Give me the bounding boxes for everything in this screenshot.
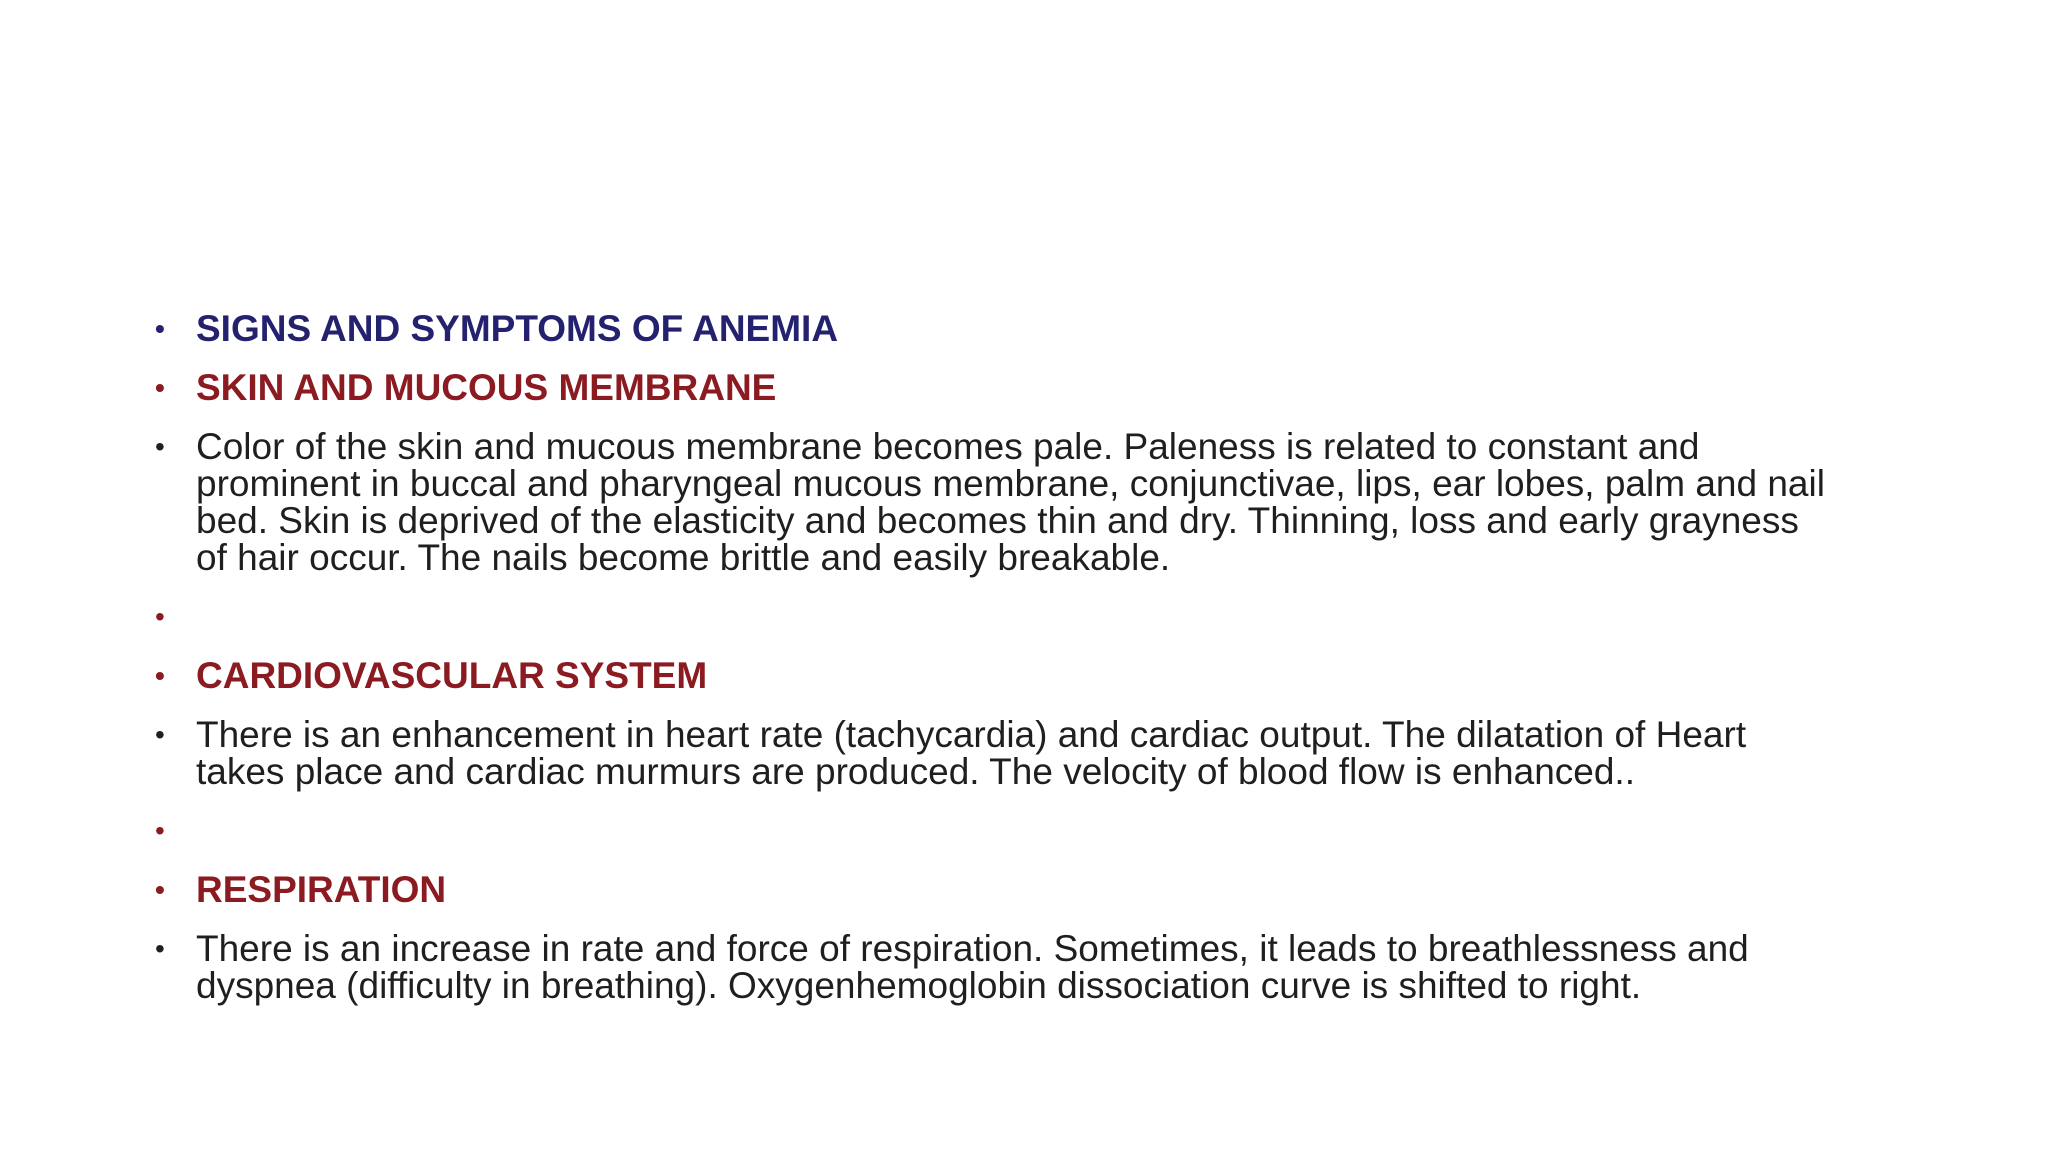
paragraph-line: Color of the skin and mucous membrane becomes pale. Paleness is related to constant and	[196, 426, 1700, 467]
paragraph-line: bed. Skin is deprived of the elasticity and becomes thin and dry. Thinning, loss and early grayness	[196, 500, 1799, 541]
paragraph-line: takes place and cardiac murmurs are produced. The velocity of blood flow is enhanced..	[196, 751, 1635, 792]
heading-text: SIGNS AND SYMPTOMS OF ANEMIA	[196, 308, 839, 349]
heading-text: SKIN AND MUCOUS MEMBRANE	[196, 367, 777, 408]
bullet-marker: •	[155, 933, 165, 964]
paragraph-line: There is an enhancement in heart rate (tachycardia) and cardiac output. The dilatation of Heart	[196, 714, 1747, 755]
heading-text: RESPIRATION	[196, 869, 447, 910]
bullet-marker: •	[155, 431, 165, 462]
paragraph-line: There is an increase in rate and force of respiration. Sometimes, it leads to breathlessness and	[196, 928, 1749, 969]
bullet-marker: •	[155, 601, 165, 632]
paragraph-line: dyspnea (difficulty in breathing). Oxygenhemoglobin dissociation curve is shifted to right.	[196, 965, 1642, 1006]
bullet-marker: •	[155, 660, 165, 691]
paragraph-skin	[155, 424, 1915, 576]
bullet-marker: •	[155, 719, 165, 750]
heading-text: CARDIOVASCULAR SYSTEM	[196, 655, 708, 696]
heading-cardiovascular-system	[155, 653, 1915, 699]
paragraph-line: of hair occur. The nails become brittle and easily breakable.	[196, 537, 1171, 578]
paragraph-line: prominent in buccal and pharyngeal mucous membrane, conjunctivae, lips, ear lobes, palm and nail	[196, 463, 1825, 504]
empty-bullet	[155, 808, 1915, 854]
bullet-marker: •	[155, 874, 165, 905]
paragraph-cardiovascular	[155, 712, 1915, 790]
bullet-marker: •	[155, 313, 165, 344]
bullet-marker: •	[155, 815, 165, 846]
heading-signs-and-symptoms	[155, 306, 1915, 352]
empty-bullet	[155, 594, 1915, 640]
heading-respiration	[155, 867, 1915, 913]
paragraph-respiration	[155, 926, 1915, 1004]
heading-skin-and-mucous-membrane	[155, 365, 1915, 411]
bullet-list	[155, 306, 1915, 1022]
bullet-marker: •	[155, 372, 165, 403]
